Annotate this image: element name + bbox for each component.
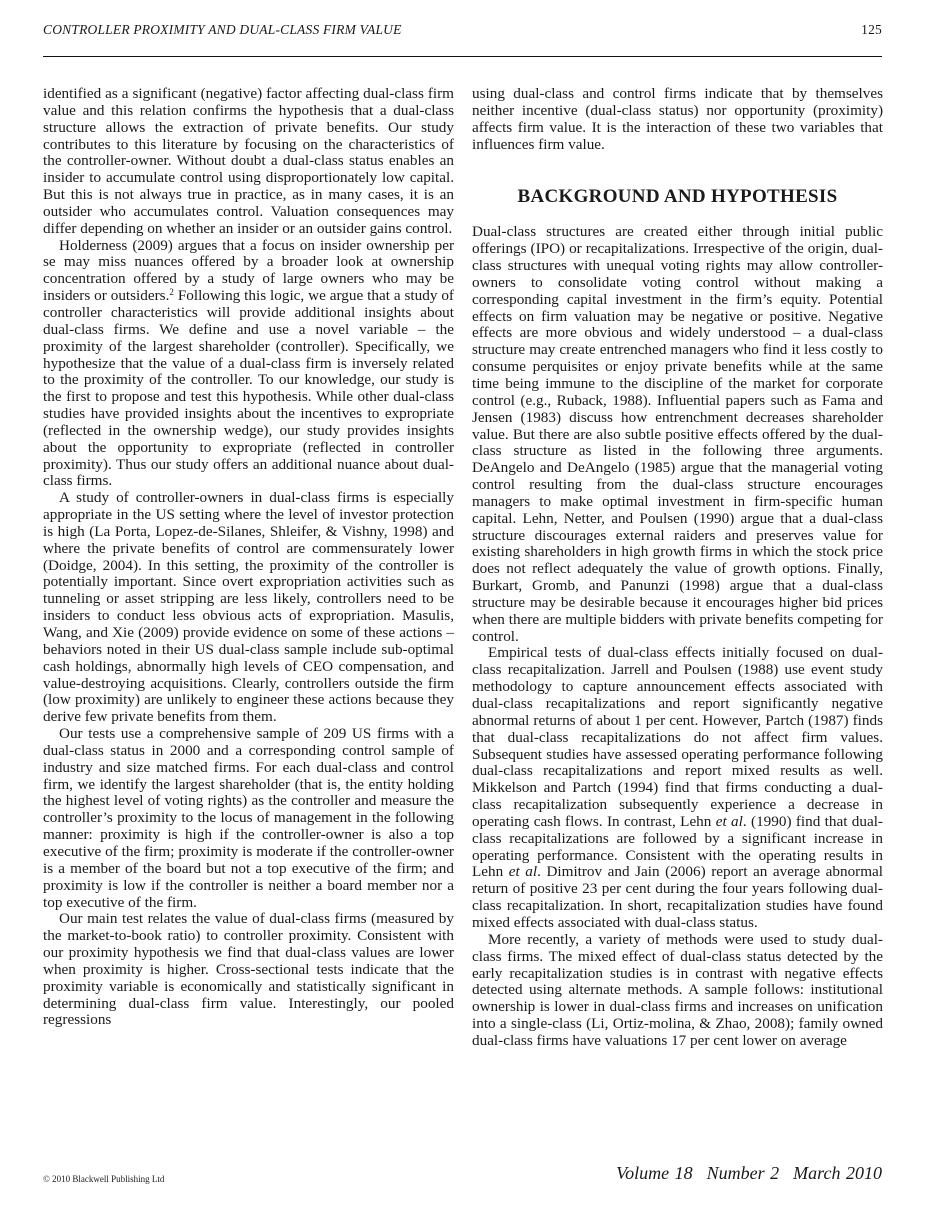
paragraph: using dual-class and control firms indicate that by themselves neither incentive (dual-class status) nor opportunity (proximity) affects firm value. It is the interaction of these two variables that influences firm value. bbox=[472, 85, 883, 153]
section-heading: BACKGROUND AND HYPOTHESIS bbox=[517, 186, 838, 208]
paragraph bbox=[43, 238, 454, 491]
paragraph: identified as a significant (negative) factor affecting dual-class firm value and this relation confirms the hypothesis that a dual-class structure allows the extraction of private benefits. Our study contributes to this literature by focusing on the characteristics of the controller-owner. Without doubt a dual-class status enables an insider to accumulate control using disproportionately low capital. But this is not always true in practice, as in many cases, it is an outsider who accumulates control. Valuation consequences may differ depending on whether an insider or an outsider gains control. bbox=[43, 85, 454, 237]
paragraph bbox=[472, 645, 883, 931]
right-column bbox=[472, 86, 883, 1050]
paragraph-text: . Dimitrov and Jain (2006) report an average abnormal return of positive 23 per cent during the four years following dual-class recapitalization. In short, recapitalization studies have found mixed effects associated with dual-class status. bbox=[472, 863, 883, 931]
running-title: CONTROLLER PROXIMITY AND DUAL-CLASS FIRM VALUE bbox=[43, 22, 402, 37]
paragraph-text: Empirical tests of dual-class effects initially focused on dual-class recapitalization. Jarrell and Poulsen (1988) use event study methodology to capture announcement effects associated with dual-class recapitalizations and report significantly negative abnormal returns of about 1 per cent. However, Partch (1987) finds that dual-class recapitalizations do not affect firm values. Subsequent studies have assessed operating performance following dual-class recapitalizations and report mixed results as well. Mikkelson and Partch (1994) find that firms conducting a dual-class recapitalization subsequently experience a decrease in operating cash flows. In contrast, Lehn bbox=[472, 644, 883, 830]
italic-et-al: et al bbox=[715, 812, 743, 830]
running-header bbox=[43, 22, 882, 42]
paragraph: More recently, a variety of methods were used to study dual-class firms. The mixed effect of dual-class status detected by the early recapitalization studies is in contrast with negative effects detected using alternate methods. A sample follows: institutional ownership is lower in dual-class firms and increases on unification into a single-class (Li, Ortiz-molina, & Zhao, 2008); family owned dual-class firms have valuations 17 per cent lower on average bbox=[472, 930, 883, 1049]
issue-number: Number 2 bbox=[706, 1163, 780, 1183]
copyright-notice: © 2010 Blackwell Publishing Ltd bbox=[43, 1174, 165, 1184]
paragraph-text: . (1990) find that dual-class recapitalizations are followed by a significant increase in operating performance. Consistent with the operating results in Lehn bbox=[472, 812, 883, 881]
paragraph-text: Holderness (2009) argues that a focus on insider ownership per se may miss nuances offered by a broader look at ownership concentration offered by a study of large owners who may be insiders or outsiders. bbox=[43, 236, 454, 305]
footnote-marker[interactable]: 2 bbox=[169, 287, 174, 298]
left-column bbox=[43, 86, 454, 1029]
paragraph: Our main test relates the value of dual-class firms (measured by the market-to-book ratio) to controller proximity. Consistent with our proximity hypothesis we find that dual-class values are lower when proximity is higher. Cross-sectional tests indicate that the proximity variable is economically and statistically significant in determining dual-class firm value. Interestingly, our pooled regressions bbox=[43, 910, 454, 1029]
issue-date: March 2010 bbox=[793, 1163, 882, 1183]
paragraph-text: Following this logic, we argue that a study of controller characteristics will provide additional insights about dual-class firms. We define and use a novel variable – the proximity of the largest shareholder (controller). Specifically, we hypothesize that the value of a dual-class firm is inversely related to the proximity of the controller. To our knowledge, our study is the first to propose and test this hypothesis. While other dual-class studies have provided insights about the incentives to expropriate (reflected in the ownership wedge), our study provides insights about the opportunity to expropriate (reflected in controller proximity). Thus our study offers an additional nuance about dual-class firms. bbox=[43, 287, 454, 490]
paragraph: Dual-class structures are created either through initial public offerings (IPO) or recapitalizations. Irrespective of the origin, dual-class structures with unequal voting rights may allow controller-owners to consolidate voting control without making a corresponding capital investment in the firm’s equity. Potential effects on firm valuation may be negative or positive. Negative effects are more obvious and widely understood – a dual-class structure may create entrenched managers who find it less costly to consume perquisites or enjoy private benefits while at the same time being immune to the discipline of the market for corporate control (e.g., Ruback, 1988). Influential papers such as Fama and Jensen (1983) discuss how entrenchment decreases shareholder value. But there are also subtle positive effects offered by the dual-class structure as listed in the following three arguments. DeAngelo and DeAngelo (1985) argue that the managerial voting control resulting from the dual-class structure encourages managers to make optimal investment in firm-specific human capital. Lehn, Netter, and Poulsen (1990) argue that a dual-class structure discourages external raiders and preserves value for existing shareholders in high growth firms in which the stock price does not reflect adequately the value of growth options. Finally, Burkart, Gromb, and Panunzi (1998) argue that a dual-class structure may be desirable because it encourages higher bid prices when there are multiple bidders with private benefits competing for control. bbox=[472, 223, 883, 645]
journal-issue-info bbox=[616, 1163, 882, 1184]
italic-et-al: et al bbox=[508, 863, 538, 881]
paragraph: Our tests use a comprehensive sample of 209 US firms with a dual-class status in 2000 and a corresponding control sample of industry and size matched firms. For each dual-class and control firm, we identify the largest shareholder (that is, the entity holding the highest level of voting rights) as the controller and measure the controller’s proximity to the locus of management in the following manner: proximity is high if the controller-owner is also a top executive of the firm; proximity is moderate if the controller-owner is a member of the board but not a top executive of the firm; and proximity is low if the controller is neither a board member nor a top executive of the firm. bbox=[43, 725, 454, 911]
page-number: 125 bbox=[861, 22, 882, 37]
volume: Volume 18 bbox=[616, 1163, 693, 1183]
header-rule bbox=[43, 56, 882, 57]
paragraph: A study of controller-owners in dual-class firms is especially appropriate in the US setting where the level of investor protection is high (La Porta, Lopez-de-Silanes, Shleifer, & Vishny, 1998) and where the private benefits of control are commensurately lower (Doidge, 2004). In this setting, the proximity of the controller is potentially important. Since overt expropriation activities such as tunneling or asset stripping are less likely, controllers need to be insiders to conduct less obvious acts of expropriation. Masulis, Wang, and Xie (2009) provide evidence on some of these actions – behaviors noted in their US dual-class sample include sub-optimal cash holdings, abnormally high levels of CEO compensation, and value-destroying acquisitions. Clearly, controllers outside the firm (low proximity) are unlikely to engineer these actions because they derive few private benefits from them. bbox=[43, 489, 454, 726]
